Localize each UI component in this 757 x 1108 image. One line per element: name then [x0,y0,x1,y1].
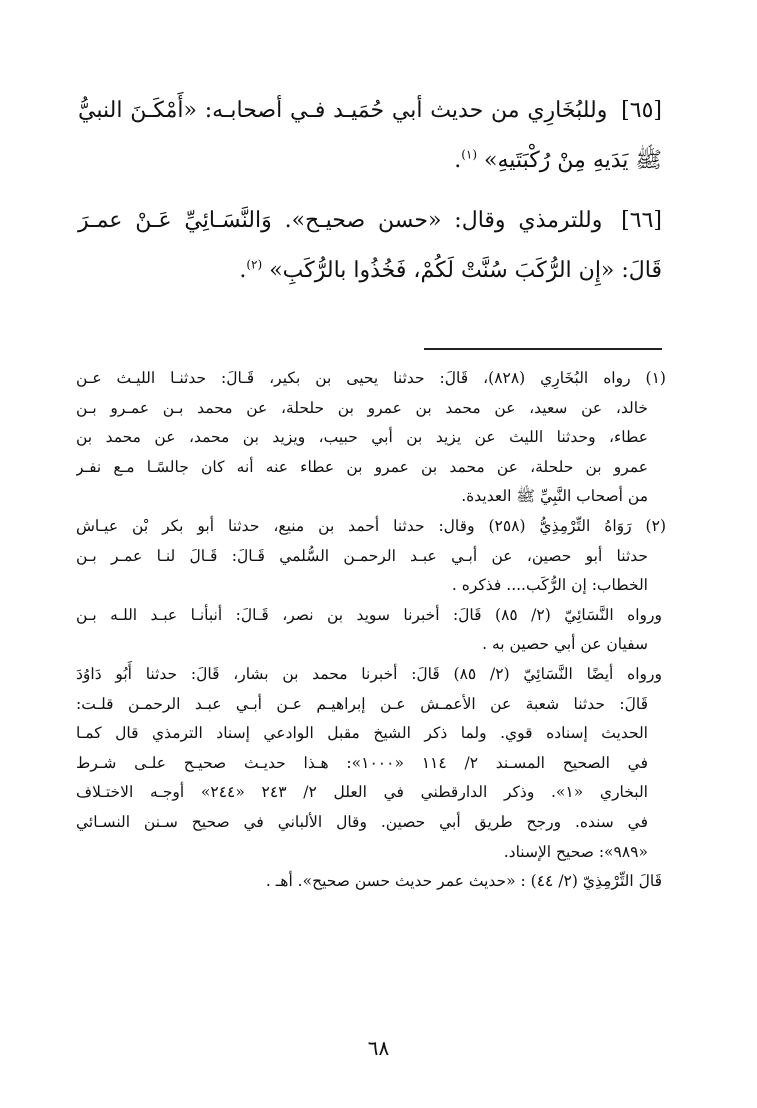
paragraph-number: [٦٦] [621,208,662,233]
footnote-line: البخاري «١». وذكر الدارقطني في العلل ٢/ ٢٤٣ «٢٤٤» أوجـه الاختـلاف [76,783,648,802]
footnote-line: قَالَ: حدثنا شعبة عن الأعمـش عـن إبراهيـم عـن أبـي عبـد الرحمـن قلـت: [76,694,648,713]
paragraph-text: وللترمذي وقال: «حسن صحيـح». وَالنَّسَـائِيِّ عَـنْ عمـرَ قَالَ: «إِن الرُّكَبَ سُنَّتْ لَكُمْ، فَخُذُوا بالرُّكَبِ» [78,208,662,283]
footnote-line: «٩٨٩»: صحيح الإسناد. [503,842,648,861]
footnote-line: (١) رواه البُخَارِي (٨٢٨)، قَالَ: حدثنا يحيى بن بكير، قَـالَ: حدثنـا الليـث عـن [76,369,666,387]
footnote-line: خالد، عن سعيد، عن محمد بن عمرو بن حلحلة، عن محمد بـن عمـرو بـن [76,398,648,417]
footnote-line: عمرو بن حلحلة، عن محمد بن عمرو بن عطاء عنه أنه كان جالسًـا مـع نفـر [76,457,648,476]
footnote-line: ورواه أيضًا النَّسَائِيّ (٢/ ٨٥) قَالَ: أخبرنا محمد بن بشار، قَالَ: حدثنا أَبُو دَاوُدَ [76,664,662,683]
footnote-line: ورواه النَّسَائِيّ (٢/ ٨٥) قَالَ: أخبرنا سويد بن نصر، قَـالَ: أنبأنـا عبـد اللـه بـن [76,605,663,624]
footnote-separator [424,348,662,350]
footnote-reference: (١) [461,147,478,162]
footnote-line: سفيان عن أبي حصين به . [482,635,648,654]
paragraph-text: وللبُخَارِي من حديث أبي حُمَيـد فـي أصحابـه: «أَمْكَـنَ النبيُّ ﷺ يَدَيهِ مِنْ رُكْبَتَيهِ» [78,98,662,173]
footnote-line: في سنده. ورجح طريق أبي حصين. وقال الألباني في صحيح سـنن النسـائي [76,812,648,831]
footnote-line: عطاء، وحدثنا الليث عن يزيد بن أبي حبيب، ويزيد بن محمد، عن محمد بن [76,428,648,447]
paragraph-number: [٦٥] [621,98,662,123]
page-number: ٦٨ [367,1036,390,1060]
footnote-line: حدثنا أبو حصين، عن أبـي عبـد الرحمـن السُّلمي قَـالَ: قَـالَ لنـا عمـر بـن [76,546,648,565]
footnote-line: قَالَ التِّرْمِذِيّ (٢/ ٤٤) : «حديث عمر حديث حسن صحيح». أهـ . [265,872,662,891]
footnote-line: (٢) رَوَاهُ التِّرْمِذِيُّ (٢٥٨) وقال: حدثنا أحمد بن منيع، حدثنا أبو بكر بْن عيـاش [76,516,666,535]
footnotes [76,364,666,897]
footnote-line: الخطاب: إن الرُّكَب.... فذكره . [451,576,648,595]
footnote-line: في الصحيح المسـند ٢/ ١١٤ «١٠٠٠»: هـذا حديـث صحيـح علـى شـرط [76,753,648,772]
hadith-paragraph-66: [٦٦] وللترمذي وقال: «حسن صحيـح». وَالنَّسَـائِيِّ عَـنْ عمـرَ قَالَ: «إِن الرُّكَبَ سُنَّتْ لَكُمْ، فَخُذُوا بالرُّكَبِ» $^{(٢)}$. [78,208,662,283]
footnote-reference: (٢) [246,257,263,272]
hadith-paragraph-65: [٦٥] وللبُخَارِي من حديث أبي حُمَيـد فـي أصحابـه: «أَمْكَـنَ النبيُّ ﷺ يَدَيهِ مِنْ رُكْبَتَيهِ» $^{(١)}$. [78,98,662,173]
footnote-line: من أصحاب النَّبِيِّ ﷺ العديدة. [461,487,648,506]
footnote-line: الحديث إسناده قوي. ولما ذكر الشيخ مقبل الوادعي إسناد الترمذي قال كمـا [76,724,648,743]
